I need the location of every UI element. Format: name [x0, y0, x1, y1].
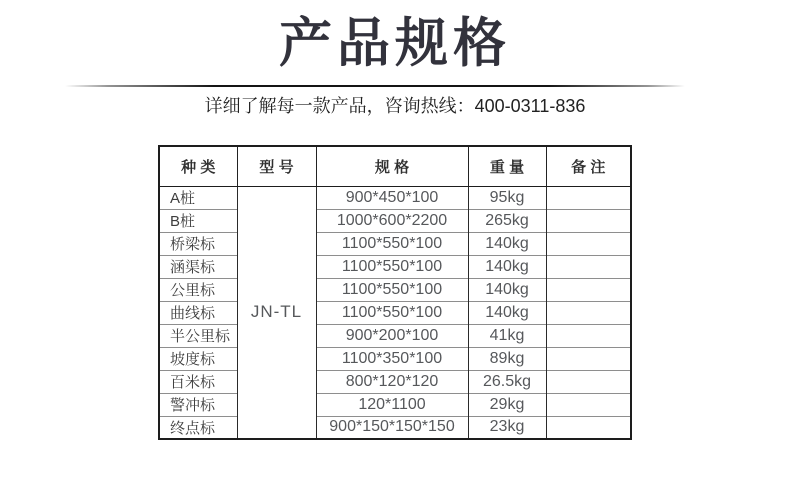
spec-cell: 1100*550*100 — [316, 255, 468, 278]
column-header-type: 种 类 — [159, 146, 237, 186]
column-header-note: 备 注 — [546, 146, 631, 186]
weight-cell: 41kg — [468, 324, 546, 347]
table-row — [159, 301, 631, 324]
column-header-weight: 重 量 — [468, 146, 546, 186]
column-header-model: 型 号 — [237, 146, 316, 186]
weight-cell: 140kg — [468, 255, 546, 278]
note-cell — [546, 232, 631, 255]
page-title: 产品规格 — [279, 14, 511, 73]
spec-cell: 900*200*100 — [316, 324, 468, 347]
spec-cell: 120*1100 — [316, 393, 468, 416]
type-cell: 曲线标 — [159, 301, 237, 324]
type-cell: 半公里标 — [159, 324, 237, 347]
header-row — [159, 146, 631, 186]
column-header-spec: 规 格 — [316, 146, 468, 186]
spec-cell: 1100*550*100 — [316, 232, 468, 255]
type-cell: 坡度标 — [159, 347, 237, 370]
table-row — [159, 393, 631, 416]
table-row — [159, 209, 631, 232]
type-cell: 公里标 — [159, 278, 237, 301]
spec-cell: 800*120*120 — [316, 370, 468, 393]
table-row — [159, 255, 631, 278]
weight-cell: 29kg — [468, 393, 546, 416]
note-cell — [546, 347, 631, 370]
weight-cell: 140kg — [468, 232, 546, 255]
table-row — [159, 347, 631, 370]
weight-cell: 140kg — [468, 301, 546, 324]
note-cell — [546, 186, 631, 209]
spec-cell: 900*150*150*150 — [316, 416, 468, 439]
spec-cell: 1000*600*2200 — [316, 209, 468, 232]
table-row — [159, 232, 631, 255]
spec-cell: 900*450*100 — [316, 186, 468, 209]
page-header — [0, 12, 790, 118]
weight-cell: 23kg — [468, 416, 546, 439]
table-row — [159, 416, 631, 439]
type-cell: A桩 — [159, 186, 237, 209]
table-row — [159, 370, 631, 393]
note-cell — [546, 278, 631, 301]
note-cell — [546, 416, 631, 439]
type-cell: 涵渠标 — [159, 255, 237, 278]
note-cell — [546, 324, 631, 347]
spec-table — [158, 145, 632, 440]
note-cell — [546, 209, 631, 232]
spec-cell: 1100*550*100 — [316, 301, 468, 324]
table-row — [159, 324, 631, 347]
title-divider — [65, 85, 685, 87]
table-row — [159, 278, 631, 301]
model-cell: JN-TL — [237, 186, 316, 439]
weight-cell: 265kg — [468, 209, 546, 232]
weight-cell: 95kg — [468, 186, 546, 209]
type-cell: 百米标 — [159, 370, 237, 393]
type-cell: 桥梁标 — [159, 232, 237, 255]
note-cell — [546, 370, 631, 393]
type-cell: B桩 — [159, 209, 237, 232]
type-cell: 警冲标 — [159, 393, 237, 416]
note-cell — [546, 301, 631, 324]
note-cell — [546, 393, 631, 416]
weight-cell: 26.5kg — [468, 370, 546, 393]
table-row — [159, 186, 631, 209]
page-subtitle: 详细了解每一款产品，咨询热线：400-0311-836 — [204, 96, 586, 116]
weight-cell: 89kg — [468, 347, 546, 370]
note-cell — [546, 255, 631, 278]
spec-cell: 1100*550*100 — [316, 278, 468, 301]
type-cell: 终点标 — [159, 416, 237, 439]
spec-cell: 1100*350*100 — [316, 347, 468, 370]
weight-cell: 140kg — [468, 278, 546, 301]
